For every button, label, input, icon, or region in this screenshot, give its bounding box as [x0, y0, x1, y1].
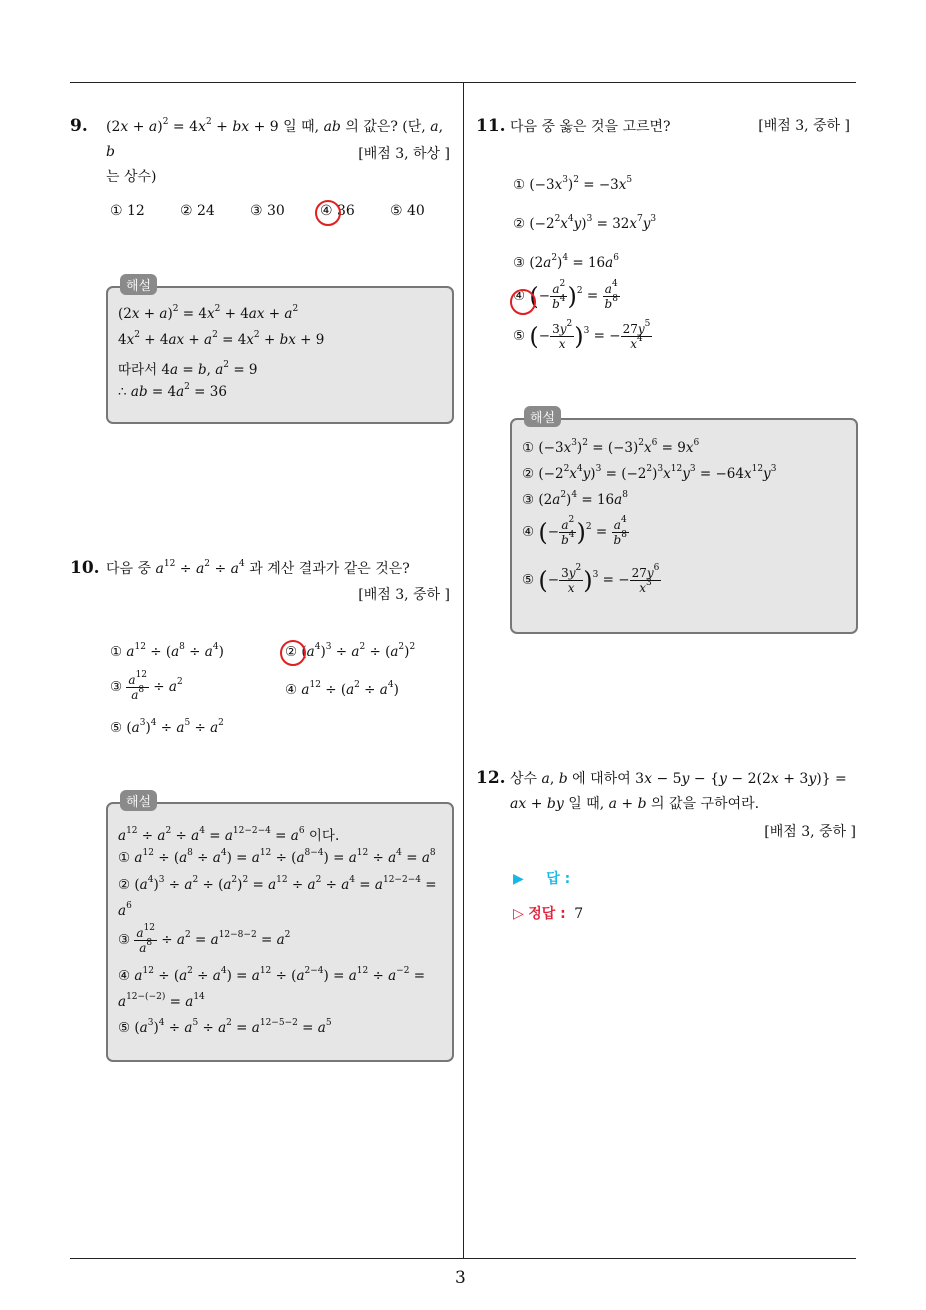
- answer-mark-circle: [510, 289, 536, 315]
- q9-choice-5[interactable]: ⑤ 40: [390, 203, 425, 219]
- q11-choice-4[interactable]: ④ (− $\frac{a^2}{b^4}$ )$^2$ = $\frac{a^4}{b^8}$: [513, 279, 618, 311]
- question-12-number: 12.: [476, 768, 506, 788]
- q11-sol-line-3: ③ $(2a^2)^4 = 16a^8$: [522, 490, 628, 508]
- q11-choice-2[interactable]: ② $(-2^2x^4y)^3 = 32x^7y^3$: [513, 214, 657, 232]
- page-number: 3: [455, 1268, 466, 1288]
- q10-sol-line-7: $a^{12-(-2)} = a^{14}$: [118, 992, 205, 1010]
- correct-answer-label: 정답 :: [528, 906, 566, 922]
- q9-choice-3[interactable]: ③ 30: [250, 203, 285, 219]
- bottom-rule: [70, 1258, 856, 1259]
- q11-choice-5[interactable]: ⑤ (− $\frac{3y^2}{x}$ )$^3$ = − $\frac{27y^5}{x^4}$: [513, 319, 651, 351]
- q11-choice-3[interactable]: ③ $(2a^2)^4 = 16a^6$: [513, 253, 619, 271]
- question-9-number: 9.: [70, 116, 88, 136]
- q10-choice-4[interactable]: ④ $a^{12} \div (a^2 \div a^4)$: [285, 680, 399, 698]
- q10-sol-line-6: ④ $a^{12} \div (a^2 \div a^4) = a^{12} \div (a^{2-4}) = a^{12} \div a^{-2}$ =: [118, 966, 426, 984]
- answer-mark-circle: [315, 200, 341, 226]
- q10-sol-line-8: ⑤ $(a^3)^4 \div a^5 \div a^2 = a^{12-5-2} = a^5$: [118, 1018, 332, 1036]
- q9-solution-tag: 해설: [120, 274, 157, 295]
- question-11-grade: [배점 3, 중하 ]: [758, 118, 850, 134]
- q9-choice-2[interactable]: ② 24: [180, 203, 215, 219]
- q11-choice-1[interactable]: ① $(-3x^3)^2 = -3x^5$: [513, 175, 633, 193]
- q10-sol-line-1: $a^{12} \div a^2 \div a^4 = a^{12-2-4} = a^6$ 이다.: [118, 826, 340, 844]
- q9-sol-line-2: $4x^2 + 4ax + a^2 = 4x^2$ + bx + 9: [118, 330, 325, 348]
- q10-choice-2[interactable]: ② $(a^4)^3 \div a^2 \div (a^2)^2$: [285, 642, 416, 660]
- hollow-arrow-icon: ▷: [513, 906, 524, 922]
- q10-choice-1[interactable]: ① $a^{12} \div (a^8 \div a^4)$: [110, 642, 224, 660]
- q11-sol-line-2: ② $(-2^2x^4y)^3 = (-2^2)^3x^{12}y^3 = -64x^{12}y^3$: [522, 464, 777, 482]
- q9-sol-line-4: ∴ ab = $4a^2 = 36$: [118, 382, 227, 400]
- q9-sol-line-3: 따라서 4a = b, $a^2 = 9$: [118, 360, 258, 378]
- q9-sol-line-1: $(2x + a)^2 = 4x^2 + 4ax + a^2$: [118, 304, 299, 322]
- q9-choice-1[interactable]: ① 12: [110, 203, 145, 219]
- q10-sol-line-2: ① $a^{12} \div (a^8 \div a^4) = a^{12} \div (a^{8-4}) = a^{12} \div a^4 = a^8$: [118, 848, 436, 866]
- q9-choice-4[interactable]: ④ 36: [320, 203, 355, 219]
- question-10-text: 다음 중 $a^{12} \div a^2 \div a^4$ 과 계산 결과가 같은 것은?: [106, 559, 410, 577]
- question-11-number: 11.: [476, 116, 506, 136]
- q10-sol-line-4: $a^6$: [118, 901, 132, 919]
- question-10-grade: [배점 3, 중하 ]: [358, 587, 450, 603]
- q10-sol-line-3: ② $(a^4)^3 \div a^2 \div (a^2)^2 = a^{12} \div a^2 \div a^4 = a^{12-2-4}$ =: [118, 875, 437, 893]
- answer-mark-circle: [280, 640, 306, 666]
- question-12-text: 상수 a, b 에 대하여 3x − 5y − {y − 2(2x + 3y)} = ax + by 일 때, a + b 의 값을 구하여라.: [510, 771, 847, 812]
- question-10-number: 10.: [70, 558, 100, 578]
- q10-sol-line-5: ③ $\frac{a^{12}}{a^8}$ ÷ $a^2 = a^{12-8-2} = a^2$: [118, 923, 291, 955]
- question-9-text: $(2x + a)^2 = 4x^2$ + bx + 9 일 때, ab 의 값은? (단, a, b 는 상수): [106, 117, 444, 185]
- q10-suffix: 과 계산 결과가 같은 것은?: [249, 561, 410, 577]
- q11-solution-tag: 해설: [524, 406, 561, 427]
- q11-sol-line-1: ① $(-3x^3)^2 = (-3)^2x^6 = 9x^6$: [522, 438, 700, 456]
- correct-answer-value: 7: [574, 906, 584, 922]
- q10-choice-3[interactable]: ③ $\frac{a^{12}}{a^8}$ ÷ $a^2$: [110, 670, 183, 702]
- question-9-grade: [배점 3, 하상 ]: [358, 146, 450, 162]
- answer-label: 답 :: [546, 871, 571, 887]
- q10-solution-tag: 해설: [120, 790, 157, 811]
- q10-prefix: 다음 중: [106, 561, 152, 577]
- q11-sol-line-5: ⑤ (− $\frac{3y^2}{x}$ )$^3$ = − $\frac{27y^6}{x^3}$: [522, 563, 660, 595]
- play-arrow-icon: ▶: [513, 871, 524, 887]
- answer-row: [513, 868, 570, 888]
- correct-answer-row: [513, 903, 583, 923]
- q11-sol-line-4: ④ (− $\frac{a^2}{b^4}$ )$^2$ = $\frac{a^4}{b^8}$: [522, 515, 627, 547]
- q10-choice-5[interactable]: ⑤ $(a^3)^4 \div a^5 \div a^2$: [110, 718, 224, 736]
- question-12-grade: [배점 3, 중하 ]: [764, 824, 856, 840]
- column-divider: [463, 83, 464, 1258]
- question-11-text: 다음 중 옳은 것을 고르면?: [510, 119, 671, 135]
